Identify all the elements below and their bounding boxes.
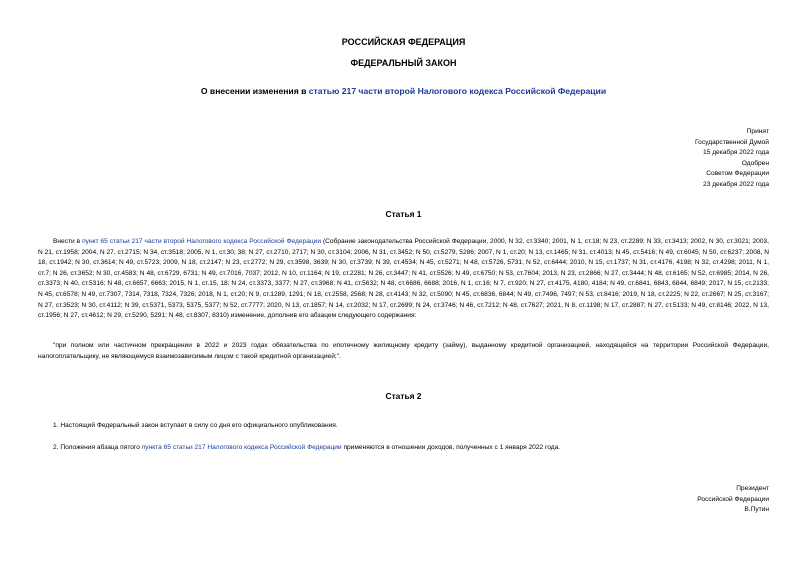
article-1-link[interactable]: пункт 65 статьи 217 части второй Налогового кодекса Российской Федерации <box>82 238 322 245</box>
article-1-quote: "при полном или частичном прекращении в 2022 и 2023 годах обязательства по ипотечному жилищному кредиту (займу), выданному кредитной организацией, находящейся на территории Российской Федерации, налогоплательщику, не являющемуся взаимозависимым лицом с такой кредитной организацией;". <box>38 342 769 360</box>
approval-line: Советом Федерации <box>706 170 769 177</box>
law-title-prefix: О внесении изменения в <box>200 86 309 96</box>
approval-line: Одобрен <box>741 159 769 167</box>
article-2-item-2-prefix: 2. Положения абзаца пятого <box>53 444 142 451</box>
signature-title: Президент <box>736 485 769 492</box>
article-1-body <box>38 237 769 322</box>
adoption-line: Принят <box>746 128 769 135</box>
article-2-heading: Статья 2 <box>385 391 422 401</box>
adoption-block <box>549 127 769 190</box>
signature-block <box>569 484 769 516</box>
law-title <box>0 86 807 96</box>
article-1-intro-rest: (Собрание законодательства Российской Федерации, 2000, N 32, ст.3340; 2001, N 1, ст.18; N 23, ст.2289; N 33, ст.3413; 2002, N 30, ст.3021; 2003, N 21, ст.1958; 2004, N 27, ст.2715; N 34, ст.3518; 2005, N 1, ст.30, 38; N 27, ст.2710, 2717; N 30, ст.3104; 2006, N 31, ст.3452; N 50, ст.5279, 5286; 2007, N 1, ст.20; N 13, ст.1465; N 31, ст.4013; N 45, ст.5416; N 49, ст.6045; N 50, ст.6237; 2008, N 18, ст.1942; N 30, ст.3614; N 49, ст.5723; 2009, N 18, ст.2147; N 23, ст.2772; N 29, ст.3598, 3639; N 30, ст.3739; N 39, ст.4534; N 45, ст.5271; N 48, ст.5726, 5731; N 52, ст.6444; 2010, N 15, ст.1737; N 31, ст.4176, 4198; N 32, ст.4298; 2011, N 1, ст.7; N 26, ст.3652; N 30, ст.4583; N 48, ст.6729, 6731; N 49, ст.7016, 7037; 2012, N 10, ст.1164; N 19, ст.2281; N 26, ст.3447; N 41, ст.5526; N 49, ст.6750; N 53, ст.7604; 2013, N 23, ст.2866; N 27, ст.3444; N 48, ст.6165; N 52, ст.6985; 2014, N 26, ст.3373; N 40, ст.5316; N 48, ст.6657, 6663; 2015, N 1, ст.15, 18; N 24, ст.3373, 3377; N 27, ст.3968; N 41, ст.5632; N 48, ст.6686, 6688; 2016, N 1, ст.16; N 7, ст.920; N 27, ст.4175, 4180, 4184; N 49, ст.6841, 6843, 6844, 6849; 2017, N 15, ст.2133; N 45, ст.6578; N 49, ст.7307, 7314, 7318, 7324, 7326; 2018, N 1, ст.20; N 9, ст.1289, 1291; N 18, ст.2558, 2568; N 28, ст.4143; N 32, ст.5090; N 45, ст.6836, 6844; N 49, ст.7496, 7497; N 53, ст.8416; 2019, N 18, ст.2225; N 22, ст.2667; N 25, ст.3167; N 27, ст.3523; N 30, ст.4112; N 39, ст.5371, 5373, 5375, 5377; N 52, ст.7777; 2020, N 13, ст.1857; N 14, ст.2032; N 17, ст.2699; N 24, ст.3746; N 46, ст.7212; N 48, ст.7627; 2021, N 8, ст.1198; N 17, ст.2887; N 27, ст.5133; N 49, ст.8146; 2022, N 13, ст.1956; N 27, ст.4612; N 29, ст.5290, 5291; N 48, ст.8307, 8310) изменение, дополнив его абзацем следующего содержания: <box>38 238 770 320</box>
law-type-heading: ФЕДЕРАЛЬНЫЙ ЗАКОН <box>350 58 457 68</box>
federation-heading: РОССИЙСКАЯ ФЕДЕРАЦИЯ <box>341 37 466 47</box>
article-2-item-2 <box>53 443 769 454</box>
adoption-line: Государственной Думой <box>695 138 769 146</box>
article-1-intro-prefix: Внести в <box>53 238 83 245</box>
article-1-heading: Статья 1 <box>385 209 422 219</box>
article-2-item-2-rest: применяются в отношении доходов, полученных с 1 января 2022 года. <box>341 444 561 451</box>
signature-title: Российской Федерации <box>697 495 769 503</box>
law-title-link[interactable]: статью 217 части второй Налогового кодекса Российской Федерации <box>308 86 607 96</box>
signature-name: В.Путин <box>744 506 769 513</box>
article-2-link[interactable]: пункта 65 статьи 217 Налогового кодекса Российской Федерации <box>141 444 342 451</box>
approval-date: 23 декабря 2022 года <box>703 180 769 188</box>
adoption-date: 15 декабря 2022 года <box>703 149 769 156</box>
article-2-item-1: 1. Настоящий Федеральный закон вступает в силу со дня его официального опубликования. <box>53 422 338 429</box>
